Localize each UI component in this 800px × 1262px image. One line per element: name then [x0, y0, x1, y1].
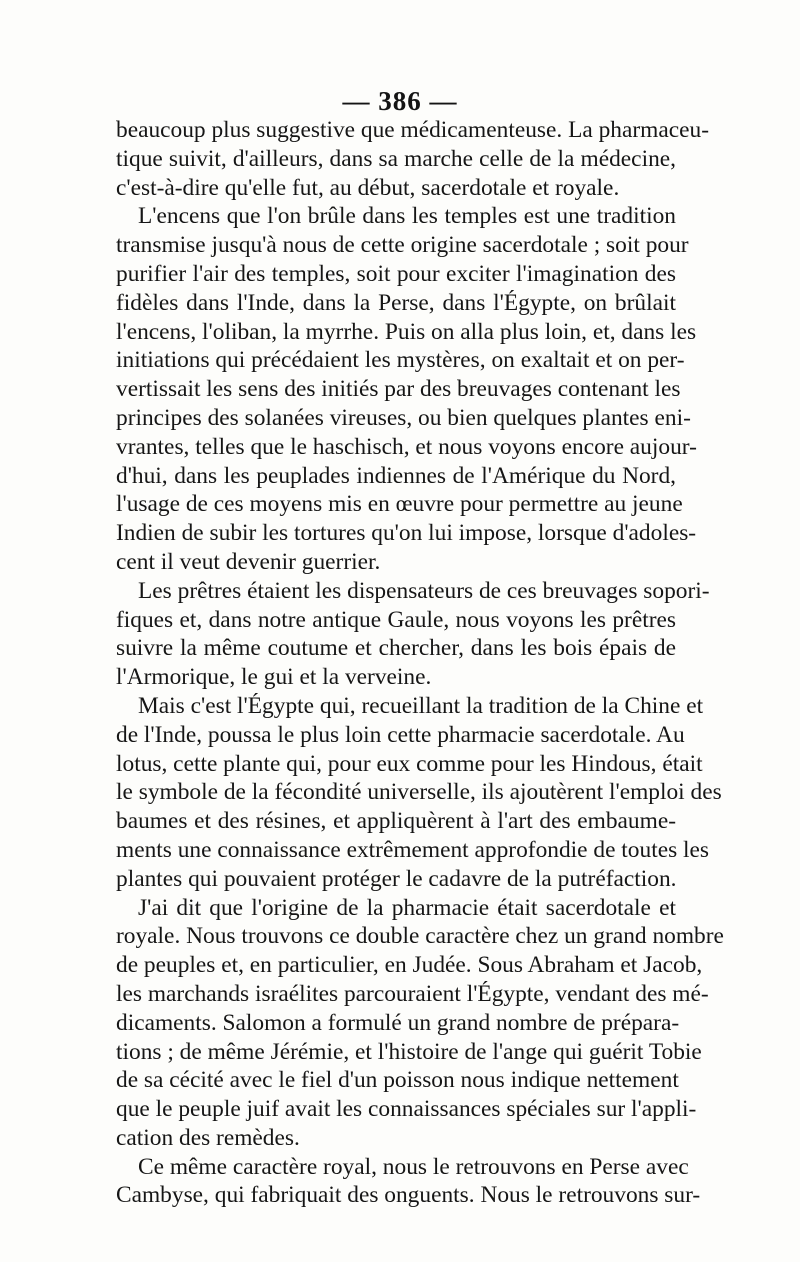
text-line: tions ; de même Jérémie, et l'histoire de l'ange qui guérit Tobie — [116, 1038, 702, 1065]
text-line: suivre la même coutume et chercher, dans les bois épais de — [116, 635, 676, 662]
text-line: beaucoup plus suggestive que médicamenteuse. La pharmaceu- — [116, 117, 709, 143]
text-line: de peuples et, en particulier, en Judée. Sous Abraham et Jacob, — [116, 952, 703, 979]
text-line: royale. Nous trouvons ce double caractère chez un grand nombre — [116, 923, 724, 950]
text-line: lotus, cette plante qui, pour eux comme pour les Hindous, était — [116, 750, 703, 777]
text-line: l'usage de ces moyens mis en œuvre pour permettre au jeune — [116, 491, 683, 518]
body-text — [116, 116, 724, 1210]
text-line: c'est-à-dire qu'elle fut, au début, sacerdotale et royale. — [116, 174, 620, 201]
text-line: L'encens que l'on brûle dans les temples est une tradition — [138, 203, 676, 230]
text-line: Indien de subir les tortures qu'on lui impose, lorsque d'adoles- — [116, 520, 697, 547]
text-line: Cambyse, qui fabriquait des onguents. Nous le retrouvons sur- — [116, 1182, 701, 1209]
text-line: baumes et des résines, et appliquèrent à l'art des embaume- — [116, 808, 676, 835]
text-line: principes des solanées vireuses, ou bien quelques plantes eni- — [116, 404, 691, 431]
text-line: transmise jusqu'à nous de cette origine sacerdotale ; soit pour — [116, 232, 689, 259]
text-line: les marchands israélites parcouraient l'Égypte, vendant des mé- — [116, 980, 709, 1007]
text-line: l'encens, l'oliban, la myrrhe. Puis on alla plus loin, et, dans les — [116, 318, 697, 345]
text-line: cation des remèdes. — [116, 1124, 300, 1151]
text-line: de sa cécité avec le fiel d'un poisson nous indique nettement — [116, 1067, 679, 1094]
text-line: Ce même caractère royal, nous le retrouvons en Perse avec — [138, 1153, 689, 1180]
text-line: dicaments. Salomon a formulé un grand nombre de prépara- — [116, 1009, 680, 1036]
text-line: J'ai dit que l'origine de la pharmacie était sacerdotale et — [138, 894, 676, 921]
text-line: fiques et, dans notre antique Gaule, nous voyons les prêtres — [116, 606, 676, 633]
text-line: tique suivit, d'ailleurs, dans sa marche celle de la médecine, — [116, 145, 676, 172]
text-line: purifier l'air des temples, soit pour exciter l'imagination des — [116, 260, 676, 287]
text-line: ments une connaissance extrêmement approfondie de toutes les — [116, 836, 710, 863]
text-line: l'Armorique, le gui et la verveine. — [116, 664, 432, 691]
text-line: de l'Inde, poussa le plus loin cette pharmacie sacerdotale. Au — [116, 721, 685, 748]
text-line: Les prêtres étaient les dispensateurs de ces breuvages sopori- — [138, 577, 710, 604]
text-line: que le peuple juif avait les connaissances spéciales sur l'appli- — [116, 1096, 697, 1123]
text-line: le symbole de la fécondité universelle, ils ajoutèrent l'emploi des — [116, 779, 722, 806]
text-line: fidèles dans l'Inde, dans la Perse, dans l'Égypte, on brûlait — [116, 289, 676, 316]
page-number: — 386 — — [342, 86, 458, 116]
text-line: Mais c'est l'Égypte qui, recueillant la tradition de la Chine et — [138, 692, 704, 719]
text-line: vertissait les sens des initiés par des breuvages contenant les — [116, 376, 681, 403]
text-line: cent il veut devenir guerrier. — [116, 548, 381, 575]
text-line: plantes qui pouvaient protéger le cadavre de la putréfaction. — [116, 865, 677, 892]
text-line: vrantes, telles que le haschisch, et nous voyons encore aujour- — [116, 433, 697, 460]
text-line: d'hui, dans les peuplades indiennes de l'Amérique du Nord, — [116, 462, 676, 489]
text-line: initiations qui précédaient les mystères, on exaltait et on per- — [116, 347, 685, 374]
